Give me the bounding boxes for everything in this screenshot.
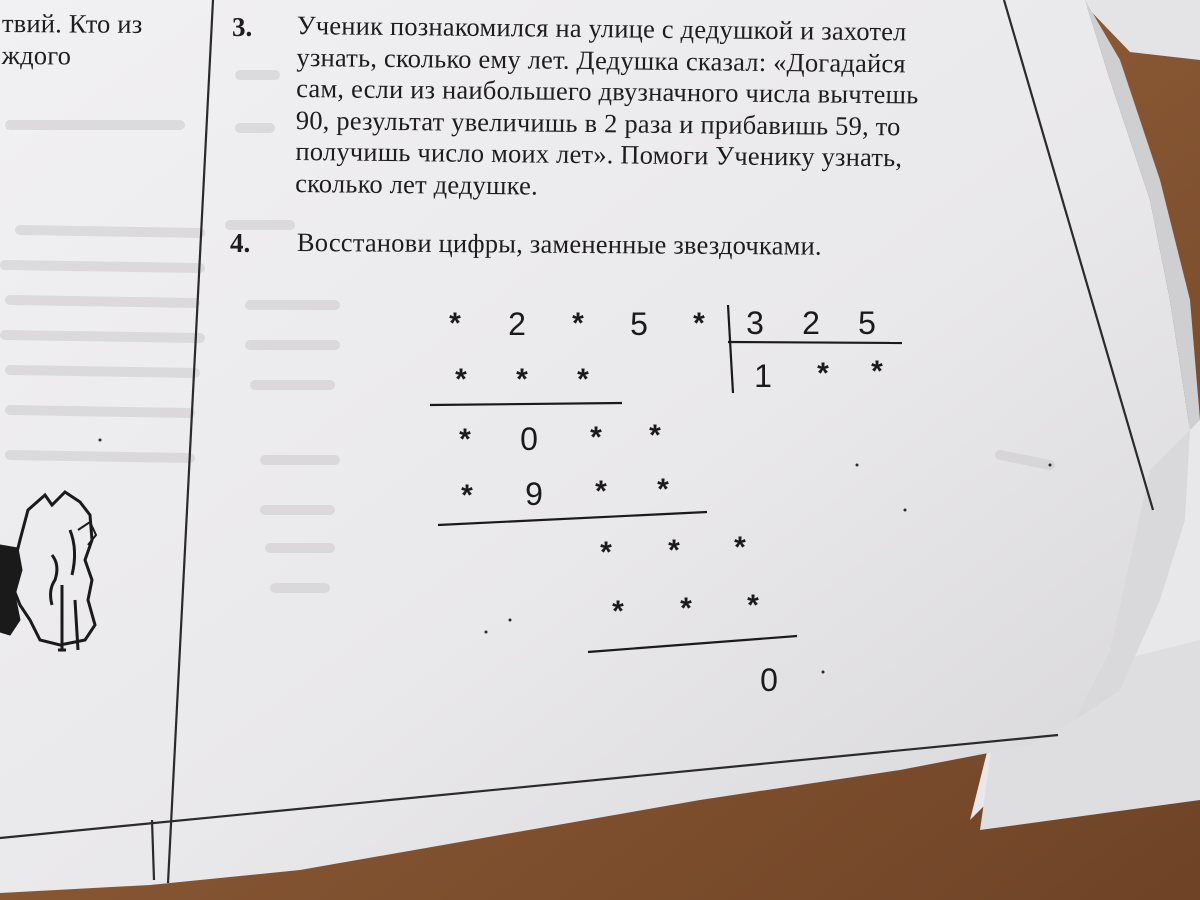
step2-subtract-digit: 9 bbox=[525, 476, 543, 512]
divisor-digit: 2 bbox=[802, 305, 820, 341]
quotient-digit: 1 bbox=[754, 358, 772, 394]
step1-subtract-digit: * bbox=[577, 363, 589, 396]
problem-3-line: узнать, сколько ему лет. Дедушка сказал: «Догадайся bbox=[296, 41, 906, 78]
step2-subtract-digit: * bbox=[595, 475, 607, 508]
step1-remainder-digit: * bbox=[459, 423, 471, 456]
problem-3-line: сам, если из наибольшего двузначного числа вычтешь bbox=[296, 72, 919, 110]
step2-subtract-digit: * bbox=[657, 473, 669, 506]
problem-4-text: Восстанови цифры, замененные звездочками. bbox=[296, 227, 822, 261]
step2-remainder-digit: * bbox=[600, 536, 612, 569]
dividend-digit: * bbox=[693, 307, 705, 340]
step1-remainder-digit: 0 bbox=[520, 421, 538, 457]
step2-remainder-digit: * bbox=[734, 531, 746, 564]
problem-3-line: Ученик познакомился на улице с дедушкой и захотел bbox=[296, 10, 907, 47]
step2-subtract-digit: * bbox=[461, 479, 473, 512]
problem-3-line: получишь число моих лет». Помоги Ученику узнать, bbox=[295, 135, 903, 173]
quotient-digit: * bbox=[871, 355, 883, 388]
problem-3-number: 3. bbox=[232, 12, 253, 42]
divisor-digit: 3 bbox=[746, 305, 764, 341]
quotient-digit: * bbox=[817, 357, 829, 390]
step2-remainder-digit: * bbox=[668, 534, 680, 567]
dividend-digit: * bbox=[449, 307, 461, 340]
divisor-digit: 5 bbox=[858, 305, 876, 341]
final-remainder-digit: 0 bbox=[760, 662, 778, 698]
left-column-text bbox=[2, 8, 202, 72]
step3-subtract-digit: * bbox=[612, 595, 624, 628]
step3-subtract-digit: * bbox=[747, 589, 759, 622]
dividend-digit: 2 bbox=[508, 306, 526, 342]
step1-remainder-digit: * bbox=[590, 421, 602, 454]
left-column-line: ждого bbox=[1, 39, 72, 70]
dividend-digit: 5 bbox=[630, 306, 648, 342]
dividend-digit: * bbox=[572, 307, 584, 340]
step1-remainder-digit: * bbox=[649, 419, 661, 452]
left-column-line: твий. Кто из bbox=[1, 8, 143, 39]
problem-3-line: 90, результат увеличишь в 2 раза и прибавишь 59, то bbox=[295, 104, 901, 141]
problem-4-number: 4. bbox=[230, 228, 251, 258]
problem-3-line: сколько лет дедушке. bbox=[295, 167, 539, 201]
step1-subtract-digit: * bbox=[516, 363, 528, 396]
step3-subtract-digit: * bbox=[680, 592, 692, 625]
problem-3-text bbox=[295, 10, 997, 206]
step1-subtract-digit: * bbox=[455, 363, 467, 396]
